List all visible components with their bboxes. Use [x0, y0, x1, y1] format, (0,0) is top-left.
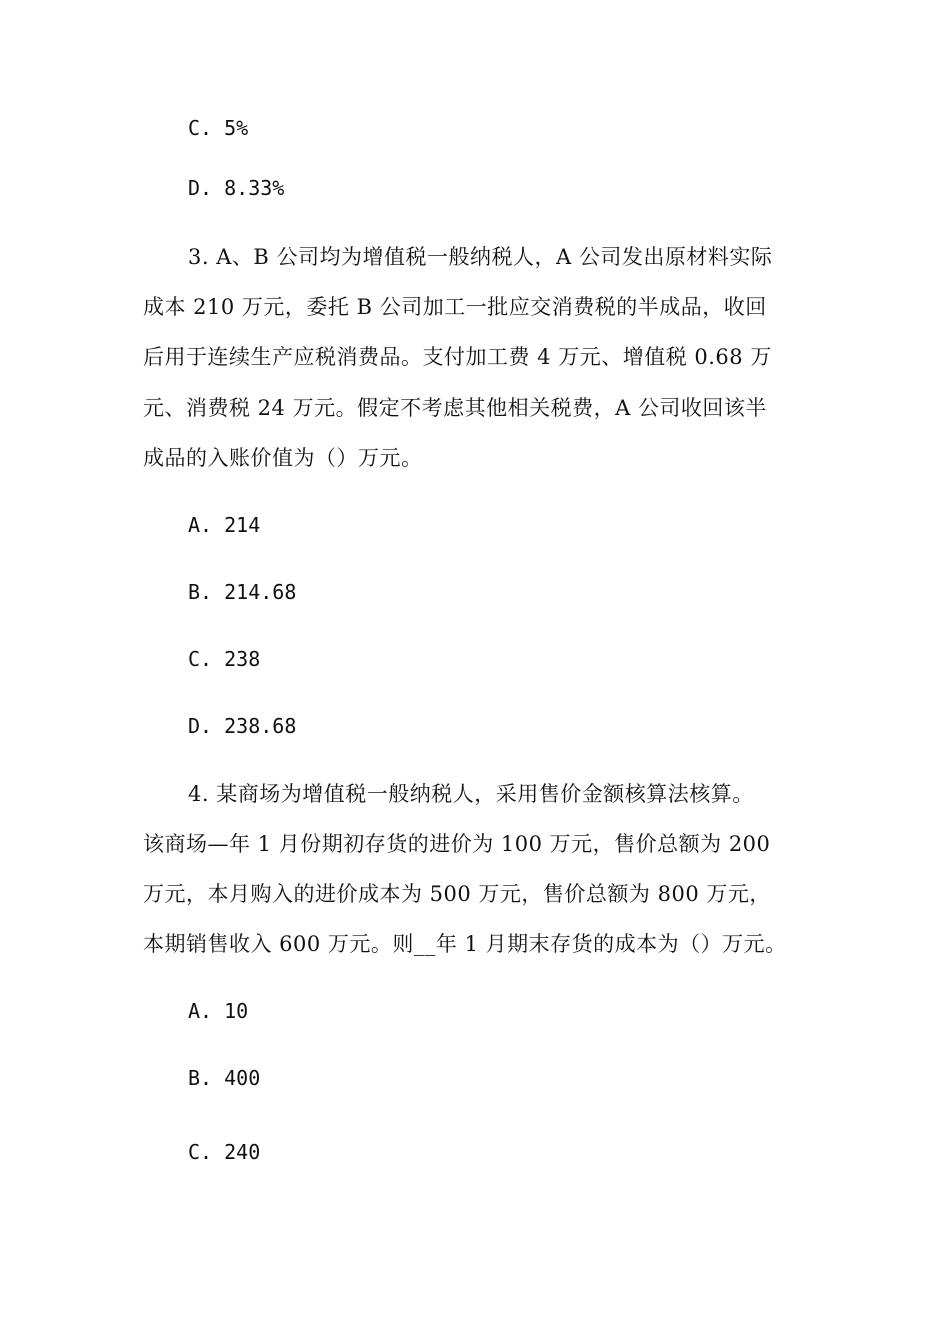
option-c: C. 240 [188, 1140, 261, 1164]
question-3-line-2: 成本 210 万元，委托 B 公司加工一批应交消费税的半成品，收回 [143, 295, 767, 319]
option-d: D. 8.33% [188, 176, 285, 200]
option-c: C. 5% [188, 116, 249, 140]
option-b: B. 214.68 [188, 580, 297, 604]
question-3-line-1: 3. A、B 公司均为增值税一般纳税人，A 公司发出原材料实际 [188, 245, 773, 269]
question-4-line-3: 万元，本月购入的进价成本为 500 万元，售价总额为 800 万元， [143, 882, 771, 906]
question-3-line-3: 后用于连续生产应税消费品。支付加工费 4 万元、增值税 0.68 万 [143, 345, 772, 369]
option-b: B. 400 [188, 1066, 261, 1090]
option-c: C. 238 [188, 647, 261, 671]
question-4-line-4: 本期销售收入 600 万元。则__年 1 月期末存货的成本为（）万元。 [143, 932, 787, 956]
question-4-line-2: 该商场—年 1 月份期初存货的进价为 100 万元，售价总额为 200 [143, 832, 771, 856]
option-a: A. 214 [188, 513, 261, 537]
option-a: A. 10 [188, 999, 249, 1023]
question-3-line-4: 元、消费税 24 万元。假定不考虑其他相关税费，A 公司收回该半 [143, 396, 767, 420]
question-3-line-5: 成品的入账价值为（）万元。 [143, 446, 423, 470]
option-d: D. 238.68 [188, 714, 297, 738]
question-4-line-1: 4. 某商场为增值税一般纳税人，采用售价金额核算法核算。 [188, 782, 754, 806]
